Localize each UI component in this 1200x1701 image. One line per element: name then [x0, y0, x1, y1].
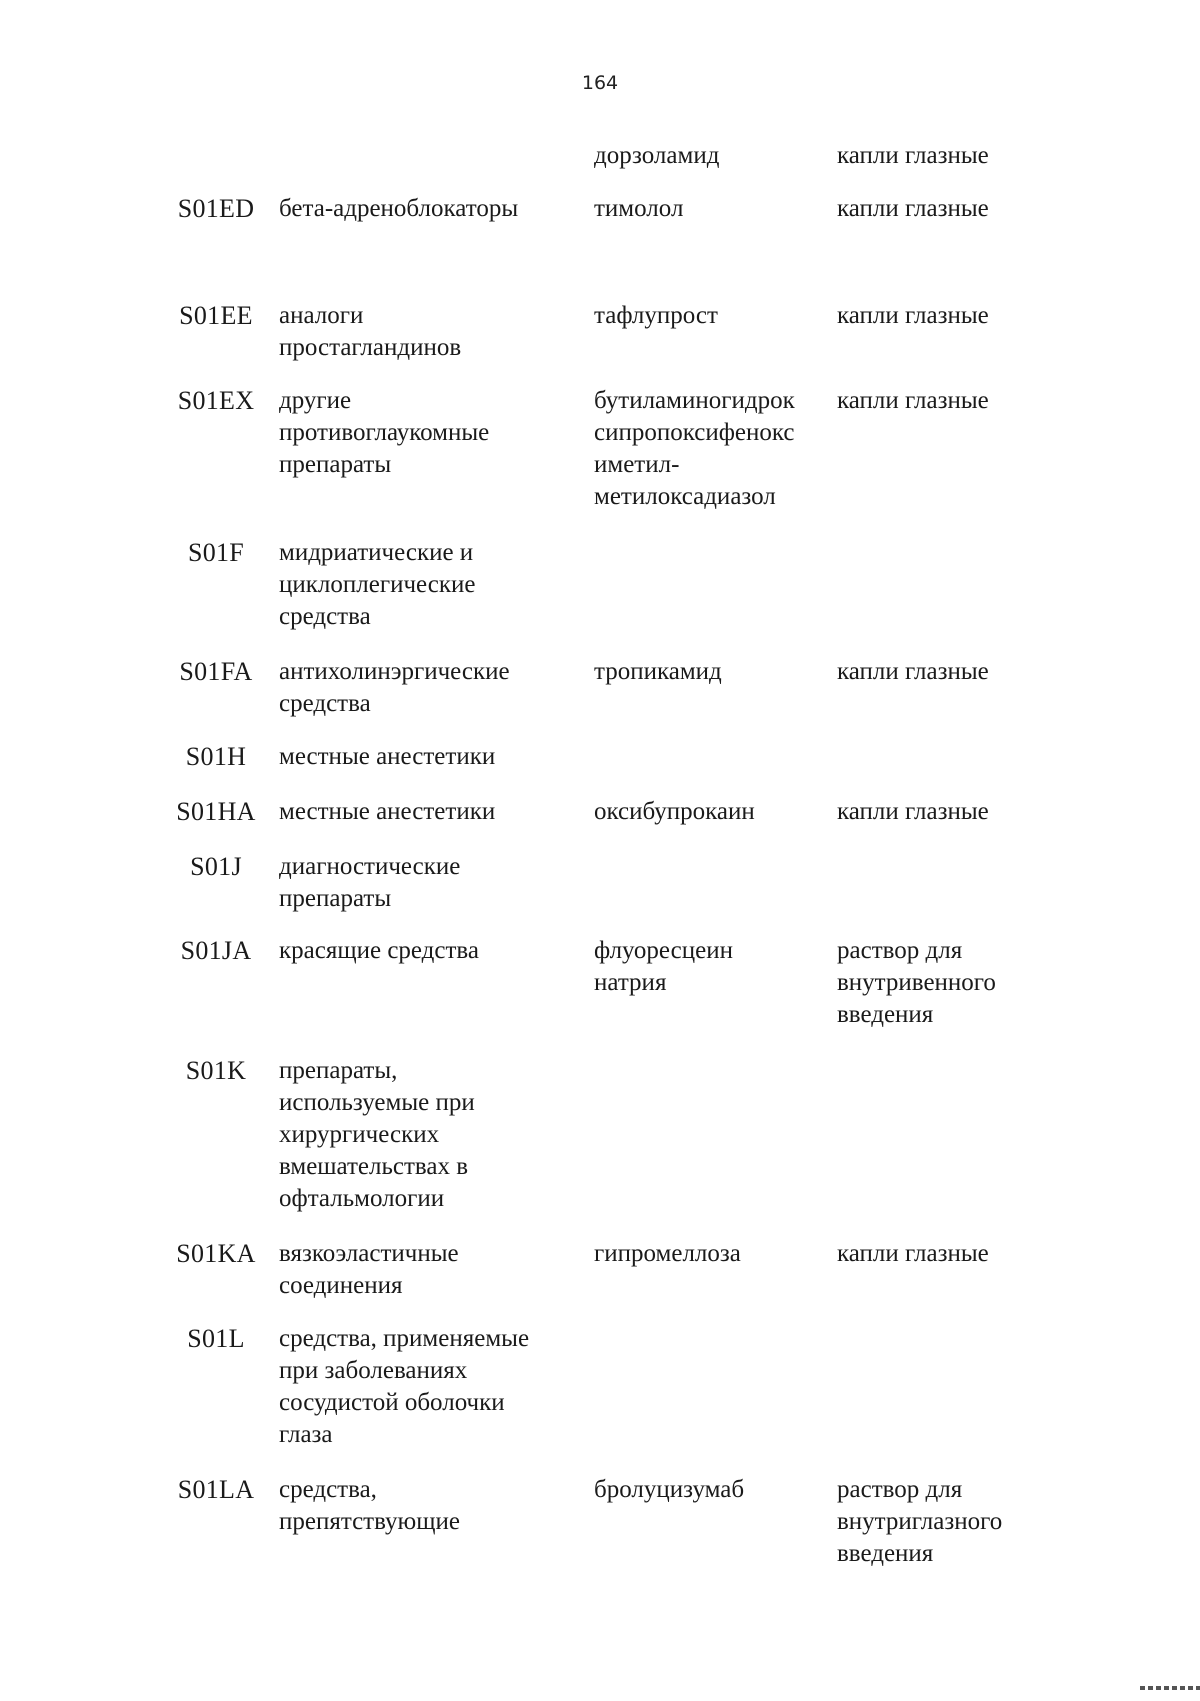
drug-name: тропикамид: [594, 658, 722, 685]
atc-code: S01ED: [177, 194, 255, 223]
dosage-form: раствор для внутриглазного введения: [837, 1476, 1003, 1567]
atc-group: красящие средства: [279, 937, 479, 964]
page-number: 164: [581, 72, 619, 94]
atc-code: S01K: [185, 1056, 247, 1085]
dosage-form: капли глазные: [837, 142, 989, 169]
drug-name: гипромеллоза: [594, 1240, 741, 1267]
dosage-form: капли глазные: [837, 195, 989, 222]
atc-group: бета-адреноблокаторы: [279, 195, 519, 222]
atc-code: S01JA: [180, 936, 252, 965]
dosage-form: раствор для внутривенного введения: [837, 937, 996, 1028]
atc-code: S01FA: [179, 657, 253, 686]
atc-code: S01EE: [179, 301, 253, 330]
atc-group: диагностические препараты: [279, 853, 461, 912]
scan-edge-mark: [1140, 1686, 1200, 1690]
atc-group: антихолинэргические средства: [279, 658, 510, 717]
atc-code: S01HA: [176, 797, 256, 826]
atc-code: S01L: [187, 1324, 245, 1353]
drug-name: бролуцизумаб: [594, 1476, 745, 1503]
atc-group: препараты, используемые при хирургических вмешательствах в офтальмологии: [279, 1057, 475, 1212]
atc-group: вязкоэластичные соединения: [279, 1240, 459, 1299]
atc-group: местные анестетики: [279, 798, 496, 825]
atc-group: средства, применяемые при заболеваниях сосудистой оболочки глаза: [279, 1325, 530, 1448]
drug-name: флуоресцеин натрия: [594, 937, 733, 996]
drug-name: дорзоламид: [594, 142, 720, 169]
atc-group: другие противоглаукомные препараты: [279, 387, 490, 478]
atc-group: мидриатические и циклоплегические средства: [279, 539, 476, 630]
atc-code: S01KA: [176, 1239, 256, 1268]
drug-name: бутиламиногидрок сипропоксифенокс иметил- метилоксадиазол: [594, 387, 795, 510]
dosage-form: капли глазные: [837, 658, 989, 685]
dosage-form: капли глазные: [837, 798, 989, 825]
atc-group: аналоги простагландинов: [279, 302, 462, 361]
atc-code: S01H: [185, 742, 247, 771]
atc-code: S01F: [187, 538, 245, 567]
dosage-form: капли глазные: [837, 387, 989, 414]
drug-name: тимолол: [594, 195, 684, 222]
atc-code: S01EX: [177, 386, 255, 415]
dosage-form: капли глазные: [837, 302, 989, 329]
atc-group: местные анестетики: [279, 743, 496, 770]
atc-group: средства, препятствующие: [279, 1476, 460, 1535]
atc-code: S01J: [190, 852, 242, 881]
drug-name: тафлупрост: [594, 302, 718, 329]
dosage-form: капли глазные: [837, 1240, 989, 1267]
drug-name: оксибупрокаин: [594, 798, 755, 825]
atc-code: S01LA: [177, 1475, 255, 1504]
